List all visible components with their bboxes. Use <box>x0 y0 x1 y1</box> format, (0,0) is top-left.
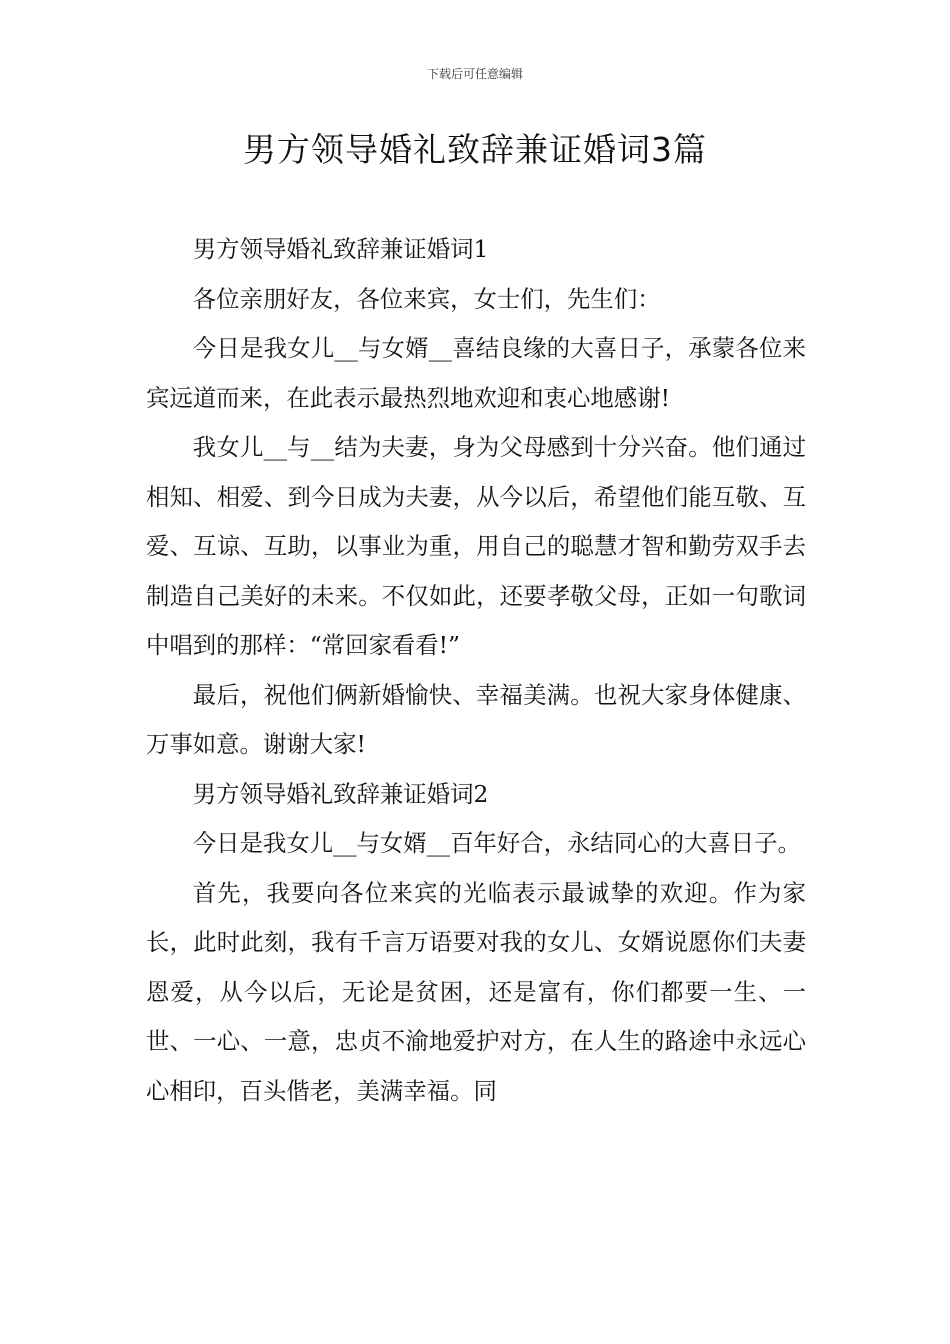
document-title: 男方领导婚礼致辞兼证婚词3篇 <box>243 130 707 169</box>
document-body <box>146 225 806 1116</box>
paragraph: 我女儿__与__结为夫妻，身为父母感到十分兴奋。他们通过相知、相爱、到今日成为夫妻，从今以后，希望他们能互敬、互爱、互谅、互助，以事业为重，用自己的聪慧才智和勤劳双手去制造自己美好的未来。不仅如此，还要孝敬父母，正如一句歌词中唱到的那样：“常回家看看!” <box>146 433 806 659</box>
section-heading-1: 男方领导婚礼致辞兼证婚词1 <box>192 235 489 263</box>
paragraph: 今日是我女儿__与女婿__喜结良缘的大喜日子，承蒙各位来宾远道而来，在此表示最热烈地欢迎和衷心地感谢! <box>146 334 806 412</box>
header-note: 下载后可任意编辑 <box>426 67 523 81</box>
paragraph: 首先，我要向各位来宾的光临表示最诚挚的欢迎。作为家长，此时此刻，我有千言万语要对我的女儿、女婿说愿你们夫妻恩爱，从今以后，无论是贫困，还是富有，你们都要一生、一世、一心、一意，忠贞不渝地爱护对方，在人生的路途中永远心心相印，百头偕老，美满幸福。同 <box>146 878 806 1105</box>
paragraph: 最后，祝他们俩新婚愉快、幸福美满。也祝大家身体健康、万事如意。谢谢大家! <box>146 680 806 758</box>
paragraph-greeting: 各位亲朋好友，各位来宾，女士们，先生们： <box>192 284 661 313</box>
paragraph: 今日是我女儿__与女婿__百年好合，永结同心的大喜日子。 <box>192 829 801 857</box>
section-heading-2: 男方领导婚礼致辞兼证婚词2 <box>192 779 489 808</box>
